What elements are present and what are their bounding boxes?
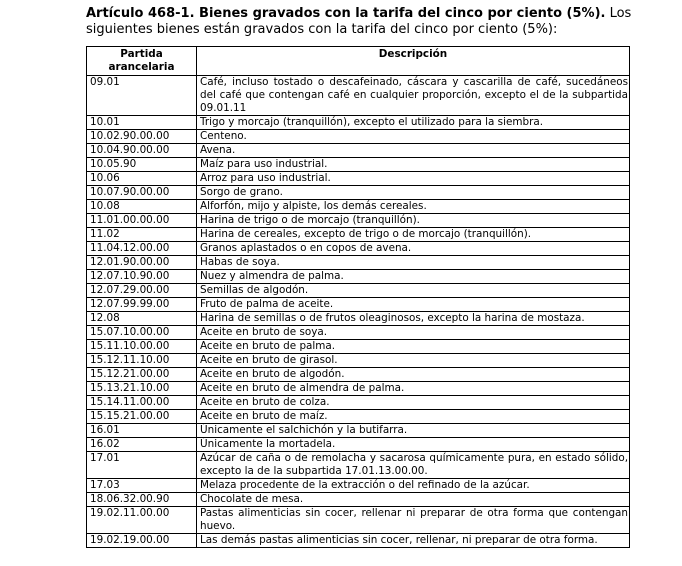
row-description: Centeno.: [197, 130, 630, 144]
article-heading: [86, 6, 666, 38]
row-code: 15.15.21.00.00: [87, 410, 197, 424]
row-code: 16.01: [87, 424, 197, 438]
row-description: Azúcar de caña o de remolacha y sacarosa químicamente pura, en estado sólido, excepto la de la subpartida 17.01.13.00.00.: [197, 452, 630, 479]
table-row: [87, 438, 630, 452]
row-description: Aceite en bruto de soya.: [197, 326, 630, 340]
row-code: 10.04.90.00.00: [87, 144, 197, 158]
row-code: 10.01: [87, 116, 197, 130]
row-code: 12.07.29.00.00: [87, 284, 197, 298]
row-description: Harina de semillas o de frutos oleaginosos, excepto la harina de mostaza.: [197, 312, 630, 326]
row-description: Aceite en bruto de maíz.: [197, 410, 630, 424]
table-row: [87, 144, 630, 158]
row-code: 11.01.00.00.00: [87, 214, 197, 228]
row-description: Trigo y morcajo (tranquillón), excepto el utilizado para la siembra.: [197, 116, 630, 130]
row-description: Aceite en bruto de palma.: [197, 340, 630, 354]
table-row: [87, 340, 630, 354]
table-row: [87, 130, 630, 144]
table-row: [87, 424, 630, 438]
table-row: [87, 256, 630, 270]
row-code: 12.07.99.99.00: [87, 298, 197, 312]
row-code: 15.12.11.10.00: [87, 354, 197, 368]
table-row: [87, 382, 630, 396]
table-row: [87, 214, 630, 228]
table-row: [87, 76, 630, 116]
table-row: [87, 312, 630, 326]
row-description: Granos aplastados o en copos de avena.: [197, 242, 630, 256]
row-description: Aceite en bruto de colza.: [197, 396, 630, 410]
table-row: [87, 368, 630, 382]
row-code: 09.01: [87, 76, 197, 116]
row-code: 12.08: [87, 312, 197, 326]
row-description: Las demás pastas alimenticias sin cocer, rellenar, ni preparar de otra forma.: [197, 534, 630, 548]
row-code: 10.02.90.00.00: [87, 130, 197, 144]
row-description: Pastas alimenticias sin cocer, rellenar ni preparar de otra forma que contengan huevo.: [197, 507, 630, 534]
row-description: Café, incluso tostado o descafeinado, cáscara y cascarilla de café, sucedáneos del café que contengan café en cualquier proporción, excepto el de la subpartida 09.01.11: [197, 76, 630, 116]
row-code: 17.01: [87, 452, 197, 479]
row-code: 11.04.12.00.00: [87, 242, 197, 256]
header-partida: Partida arancelaria: [87, 47, 197, 76]
table-row: [87, 452, 630, 479]
row-description: Maíz para uso industrial.: [197, 158, 630, 172]
row-code: 11.02: [87, 228, 197, 242]
row-code: 15.13.21.10.00: [87, 382, 197, 396]
table-row: [87, 354, 630, 368]
row-description: Aceite en bruto de girasol.: [197, 354, 630, 368]
row-description: Avena.: [197, 144, 630, 158]
row-code: 19.02.11.00.00: [87, 507, 197, 534]
table-row: [87, 116, 630, 130]
table-row: [87, 228, 630, 242]
row-code: 10.08: [87, 200, 197, 214]
row-code: 19.02.19.00.00: [87, 534, 197, 548]
row-code: 15.14.11.00.00: [87, 396, 197, 410]
table-header-row: [87, 47, 630, 76]
row-description: Aceite en bruto de algodón.: [197, 368, 630, 382]
table-row: [87, 507, 630, 534]
row-description: Melaza procedente de la extracción o del refinado de la azúcar.: [197, 479, 630, 493]
row-description: Harina de cereales, excepto de trigo o de morcajo (tranquillón).: [197, 228, 630, 242]
table-row: [87, 158, 630, 172]
row-description: Sorgo de grano.: [197, 186, 630, 200]
article-intro: Los siguientes bienes están gravados con la tarifa del cinco por ciento (5%):: [86, 6, 632, 37]
row-code: 15.12.21.00.00: [87, 368, 197, 382]
row-description: Alforfón, mijo y alpiste, los demás cereales.: [197, 200, 630, 214]
table-row: [87, 186, 630, 200]
table-row: [87, 284, 630, 298]
row-code: 12.07.10.90.00: [87, 270, 197, 284]
table-row: [87, 298, 630, 312]
row-code: 12.01.90.00.00: [87, 256, 197, 270]
table-row: [87, 242, 630, 256]
row-code: 10.05.90: [87, 158, 197, 172]
row-description: Únicamente el salchichón y la butifarra.: [197, 424, 630, 438]
table-row: [87, 396, 630, 410]
row-code: 15.07.10.00.00: [87, 326, 197, 340]
row-description: Aceite en bruto de almendra de palma.: [197, 382, 630, 396]
row-code: 18.06.32.00.90: [87, 493, 197, 507]
table-row: [87, 200, 630, 214]
row-code: 10.07.90.00.00: [87, 186, 197, 200]
row-description: Semillas de algodón.: [197, 284, 630, 298]
header-descripcion: Descripción: [197, 47, 630, 76]
tariff-table: [86, 46, 630, 548]
table-row: [87, 270, 630, 284]
row-description: Nuez y almendra de palma.: [197, 270, 630, 284]
row-code: 16.02: [87, 438, 197, 452]
table-row: [87, 410, 630, 424]
table-row: [87, 479, 630, 493]
table-row: [87, 172, 630, 186]
row-description: Arroz para uso industrial.: [197, 172, 630, 186]
table-row: [87, 493, 630, 507]
table-row: [87, 534, 630, 548]
row-description: Fruto de palma de aceite.: [197, 298, 630, 312]
table-row: [87, 326, 630, 340]
row-code: 17.03: [87, 479, 197, 493]
row-description: Habas de soya.: [197, 256, 630, 270]
row-description: Únicamente la mortadela.: [197, 438, 630, 452]
row-code: 15.11.10.00.00: [87, 340, 197, 354]
row-description: Chocolate de mesa.: [197, 493, 630, 507]
row-description: Harina de trigo o de morcajo (tranquillón).: [197, 214, 630, 228]
article-title: Artículo 468-1. Bienes gravados con la tarifa del cinco por ciento (5%).: [86, 6, 606, 21]
row-code: 10.06: [87, 172, 197, 186]
